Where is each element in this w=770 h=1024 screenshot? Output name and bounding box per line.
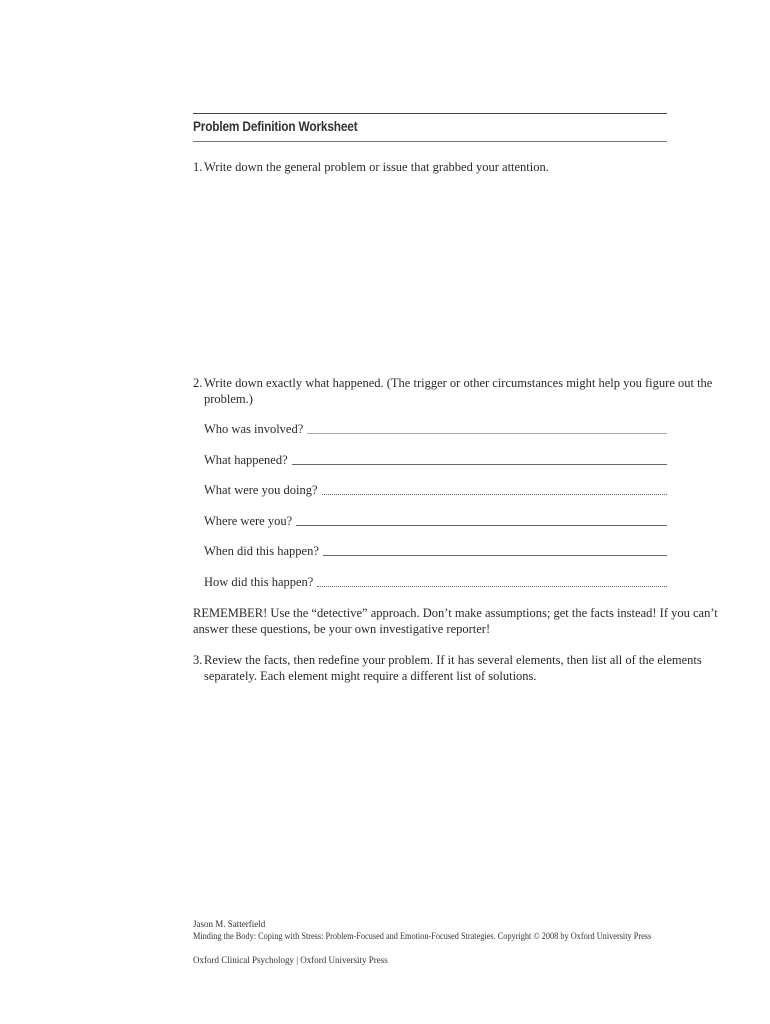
when-happen-field[interactable] bbox=[204, 543, 667, 559]
where-were-you-line[interactable] bbox=[296, 525, 667, 526]
what-doing-label: What were you doing? bbox=[204, 483, 318, 497]
who-involved-label: Who was involved? bbox=[204, 422, 304, 436]
remember-note-line-1: REMEMBER! Use the “detective” approach. Don’t make assumptions; get the facts instead! If you can’t bbox=[193, 606, 718, 620]
item-1-number: 1. bbox=[193, 160, 203, 174]
who-involved-line[interactable] bbox=[307, 433, 667, 434]
what-doing-line[interactable] bbox=[322, 494, 667, 495]
how-happen-line[interactable] bbox=[317, 586, 667, 587]
top-rule bbox=[193, 113, 667, 114]
where-were-you-field[interactable] bbox=[204, 513, 667, 529]
title-underline bbox=[193, 141, 667, 142]
what-happened-label: What happened? bbox=[204, 453, 288, 467]
remember-note-line-2: answer these questions, be your own investigative reporter! bbox=[193, 622, 491, 636]
item-3-text-1: Review the facts, then redefine your problem. If it has several elements, then list all of the elements bbox=[204, 653, 702, 667]
worksheet-title: Problem Definition Worksheet bbox=[193, 119, 358, 134]
footer-citation: Minding the Body: Coping with Stress: Problem-Focused and Emotion-Focused Strategies. Copyright © 2008 by Oxford University Press bbox=[193, 931, 652, 941]
footer-author: Jason M. Satterfield bbox=[193, 919, 266, 929]
what-doing-field[interactable] bbox=[204, 482, 667, 498]
footer-publisher: Oxford Clinical Psychology | Oxford University Press bbox=[193, 955, 388, 965]
when-happen-line[interactable] bbox=[323, 555, 667, 556]
item-2-number: 2. bbox=[193, 376, 203, 390]
how-happen-label: How did this happen? bbox=[204, 575, 314, 589]
item-3-number: 3. bbox=[193, 653, 203, 667]
what-happened-field[interactable] bbox=[204, 452, 667, 468]
item-1 bbox=[193, 159, 549, 175]
how-happen-field[interactable] bbox=[204, 574, 667, 590]
item-3-line-2: separately. Each element might require a different list of solutions. bbox=[204, 669, 537, 683]
item-3-line-1 bbox=[193, 652, 702, 668]
item-1-text: Write down the general problem or issue that grabbed your attention. bbox=[204, 160, 549, 174]
who-involved-field[interactable] bbox=[204, 421, 667, 437]
item-2-line-2: problem.) bbox=[204, 392, 253, 406]
what-happened-line[interactable] bbox=[292, 464, 667, 465]
item-2-text-1: Write down exactly what happened. (The trigger or other circumstances might help you figure out the bbox=[204, 376, 713, 390]
where-were-you-label: Where were you? bbox=[204, 514, 293, 528]
when-happen-label: When did this happen? bbox=[204, 544, 319, 558]
item-2-line-1 bbox=[193, 375, 712, 391]
